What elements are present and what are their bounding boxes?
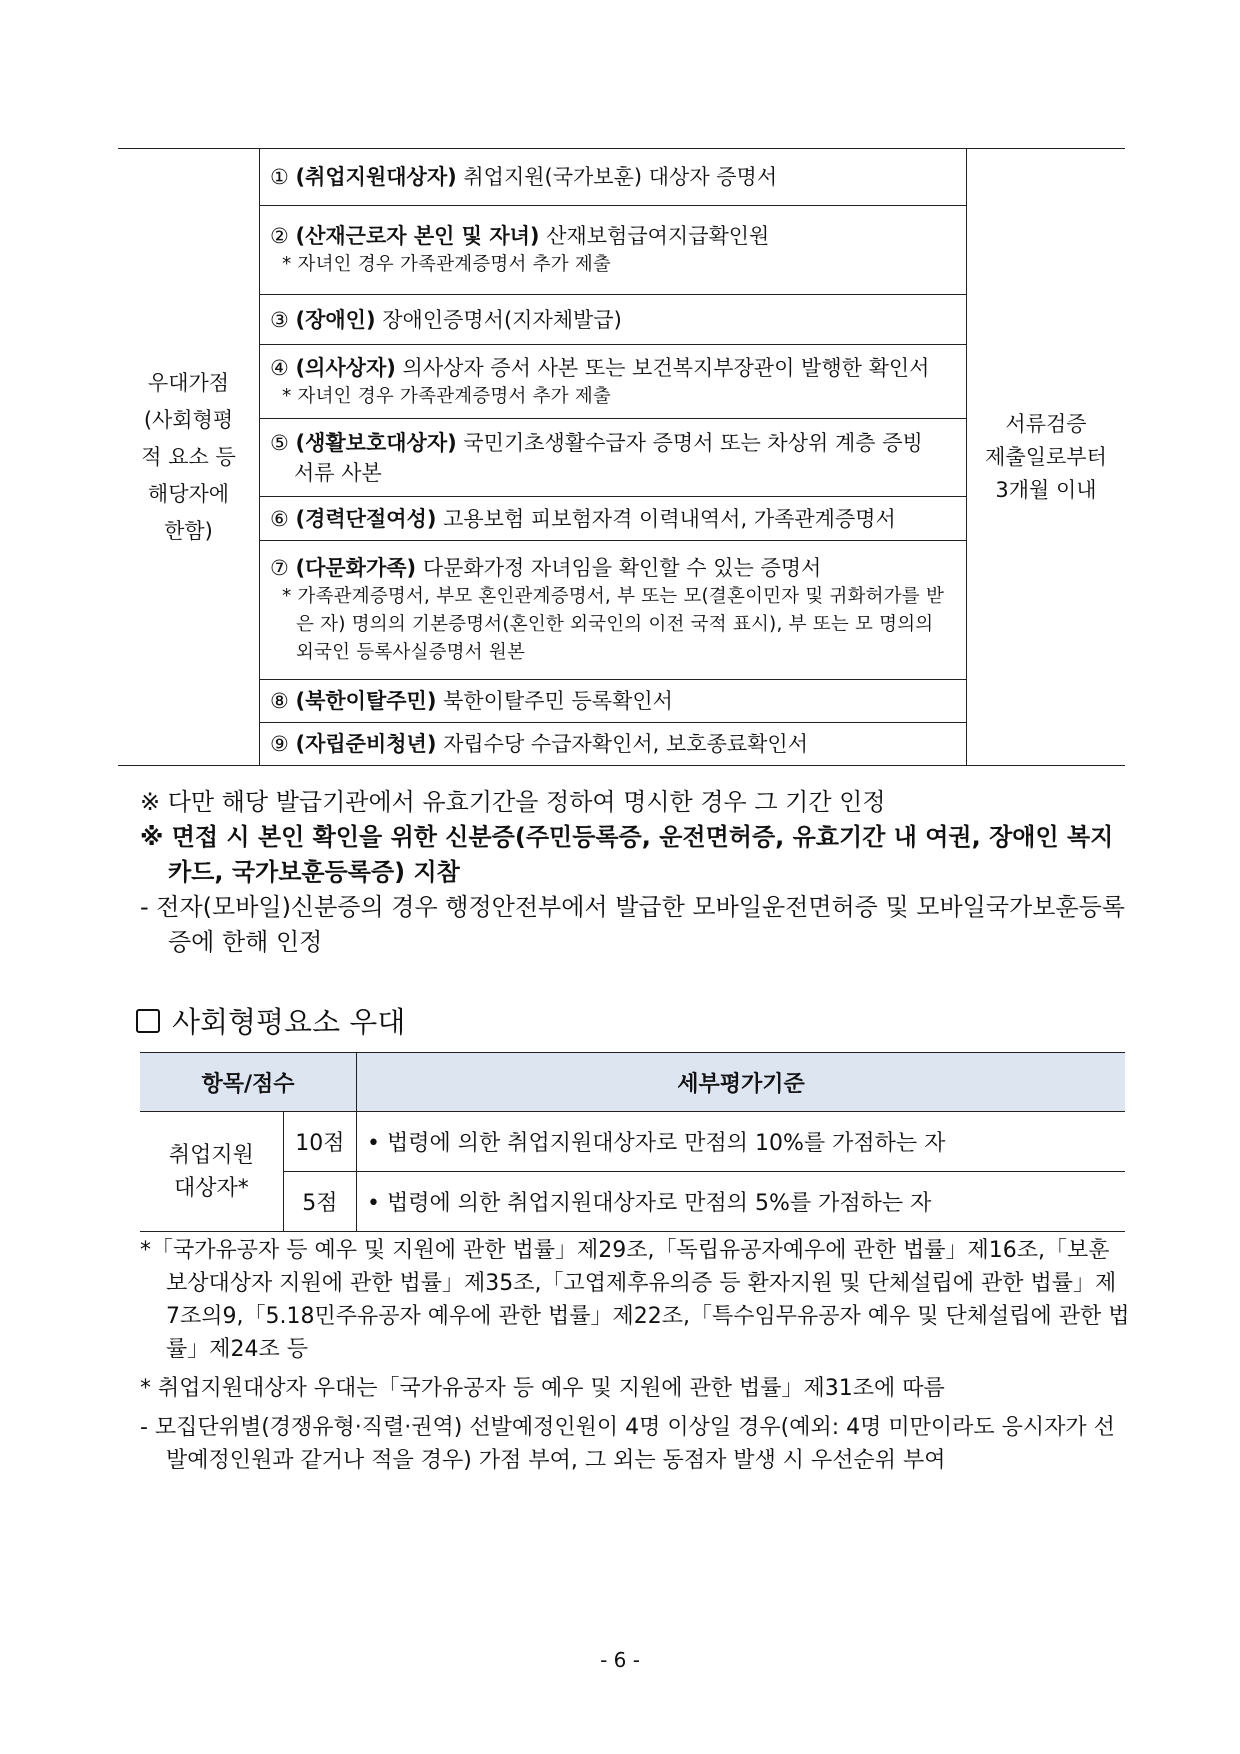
item-number: ⑤ [270, 430, 289, 455]
item-desc: 장애인증명서(지자체발급) [375, 307, 622, 332]
item-row [260, 206, 967, 295]
item-subnote: * 자녀인 경우 가족관계증명서 추가 제출 [282, 385, 611, 407]
header-item-score: 항목/점수 [140, 1053, 357, 1112]
item-number: ① [270, 165, 289, 189]
category-line: 대상자* [173, 1175, 249, 1201]
item-desc-continued: 서류 사본 [294, 460, 382, 485]
category-line: 한함) [164, 518, 213, 543]
deadline-line: 3개월 이내 [995, 477, 1097, 502]
header-criteria: 세부평가기준 [357, 1053, 1126, 1112]
item-number: ④ [270, 355, 289, 380]
category-line: (사회형평 [143, 407, 234, 432]
note-validity: ※ 다만 해당 발급기관에서 유효기간을 정하여 명시한 경우 그 기간 인정 [140, 788, 886, 816]
item-title: (산재근로자 본인 및 자녀) [295, 224, 540, 248]
notes-block [140, 785, 1130, 960]
points-cell: 5점 [283, 1172, 356, 1232]
item-row [260, 345, 967, 419]
item-desc: 다문화가정 자녀임을 확인할 수 있는 증명서 [416, 556, 822, 580]
note-id-required: ※ 면접 시 본인 확인을 위한 신분증(주민등록증, 운전면허증, 유효기간 내 여권, 장애인 복지카드, 국가보훈등록증) 지참 [140, 823, 1114, 886]
item-row [260, 419, 967, 497]
item-row [260, 541, 967, 680]
item-title: (다문화가족) [295, 556, 417, 580]
deadline-line: 서류검증 [1005, 411, 1087, 436]
item-desc: 고용보험 피보험자격 이력내역서, 가족관계증명서 [436, 506, 896, 531]
section-title: 사회형평요소 우대 [172, 1005, 406, 1039]
item-title: (의사상자) [295, 355, 396, 380]
criteria-cell: • 법령에 의한 취업지원대상자로 만점의 10%를 가점하는 자 [357, 1112, 1126, 1172]
item-row [260, 295, 967, 345]
criteria-cell: • 법령에 의한 취업지원대상자로 만점의 5%를 가점하는 자 [357, 1172, 1126, 1232]
footnote-laws: *「국가유공자 등 예우 및 지원에 관한 법률」제29조,「독립유공자예우에 관한 법률」제16조,「보훈보상대상자 지원에 관한 법률」제35조,「고엽제후유의증 등 환자지원 및 단체설립에 관한 법률」제7조의9,「5.18민주유공자 예우에 관한 법률」제22조,「특수임무유공자 예우 및 단체설립에 관한 법률」제24조 등 [140, 1238, 1130, 1362]
deadline-line: 제출일로부터 [985, 444, 1107, 469]
item-number: ② [270, 224, 289, 248]
item-number: ⑧ [270, 689, 289, 713]
item-subnote: * 자녀인 경우 가족관계증명서 추가 제출 [282, 254, 611, 275]
item-desc: 산재보험급여지급확인원 [539, 224, 770, 248]
category-cell [118, 149, 260, 766]
social-equity-table [140, 1052, 1125, 1232]
item-number: ③ [270, 307, 289, 332]
item-subnote: * 가족관계증명서, 부모 혼인관계증명서, 부 또는 모(결혼이민자 및 귀화허가를 받은 자) 명의의 기본증명서(혼인한 외국인의 이전 국적 표시), 부 또는 모 명의의 외국인 등록사실증명서 원본 [282, 586, 945, 663]
note-mobile-id: - 전자(모바일)신분증의 경우 행정안전부에서 발급한 모바일운전면허증 및 모바일국가보훈등록증에 한해 인정 [140, 893, 1125, 956]
item-row [260, 497, 967, 541]
item-title: (장애인) [295, 307, 376, 332]
category-cell [140, 1112, 283, 1232]
item-number: ⑦ [270, 556, 289, 580]
page-number: - 6 - [600, 1648, 640, 1672]
item-title: (취업지원대상자) [295, 165, 457, 189]
item-desc: 의사상자 증서 사본 또는 보건복지부장관이 발행한 확인서 [395, 355, 930, 380]
category-line: 적 요소 등 [141, 444, 236, 469]
document-requirements-table [118, 148, 1125, 766]
category-line: 해당자에 [147, 481, 230, 506]
item-title: (북한이탈주민) [295, 689, 437, 713]
item-number: ⑥ [270, 506, 289, 531]
points-cell: 10점 [283, 1112, 356, 1172]
item-row [260, 723, 967, 766]
section-heading [136, 1000, 405, 1041]
item-row [260, 680, 967, 723]
item-desc: 취업지원(국가보훈) 대상자 증명서 [456, 165, 778, 189]
footnote-conditions: - 모집단위별(경쟁유형·직렬·권역) 선발예정인원이 4명 이상일 경우(예외: 4명 미만이라도 응시자가 선발예정인원과 같거나 적을 경우) 가점 부여, 그 외는 동점자 발생 시 우선순위 부여 [140, 1415, 1115, 1473]
category-line: 우대가점 [147, 370, 230, 395]
item-desc: 자립수당 수급자확인서, 보호종료확인서 [436, 732, 808, 756]
category-line: 취업지원 [168, 1142, 254, 1168]
item-desc: 북한이탈주민 등록확인서 [436, 689, 673, 713]
footnotes-block [140, 1234, 1130, 1477]
footnote-preference: * 취업지원대상자 우대는「국가유공자 등 예우 및 지원에 관한 법률」제31조에 따름 [140, 1376, 945, 1401]
item-row [260, 149, 967, 206]
item-title: (경력단절여성) [295, 506, 437, 531]
item-number: ⑨ [270, 732, 289, 756]
deadline-cell [967, 149, 1126, 766]
item-title: (생활보호대상자) [295, 430, 457, 455]
item-title: (자립준비청년) [295, 732, 437, 756]
item-desc: 국민기초생활수급자 증명서 또는 차상위 계층 증빙 [456, 430, 923, 455]
checkbox-square-icon [136, 1009, 160, 1033]
